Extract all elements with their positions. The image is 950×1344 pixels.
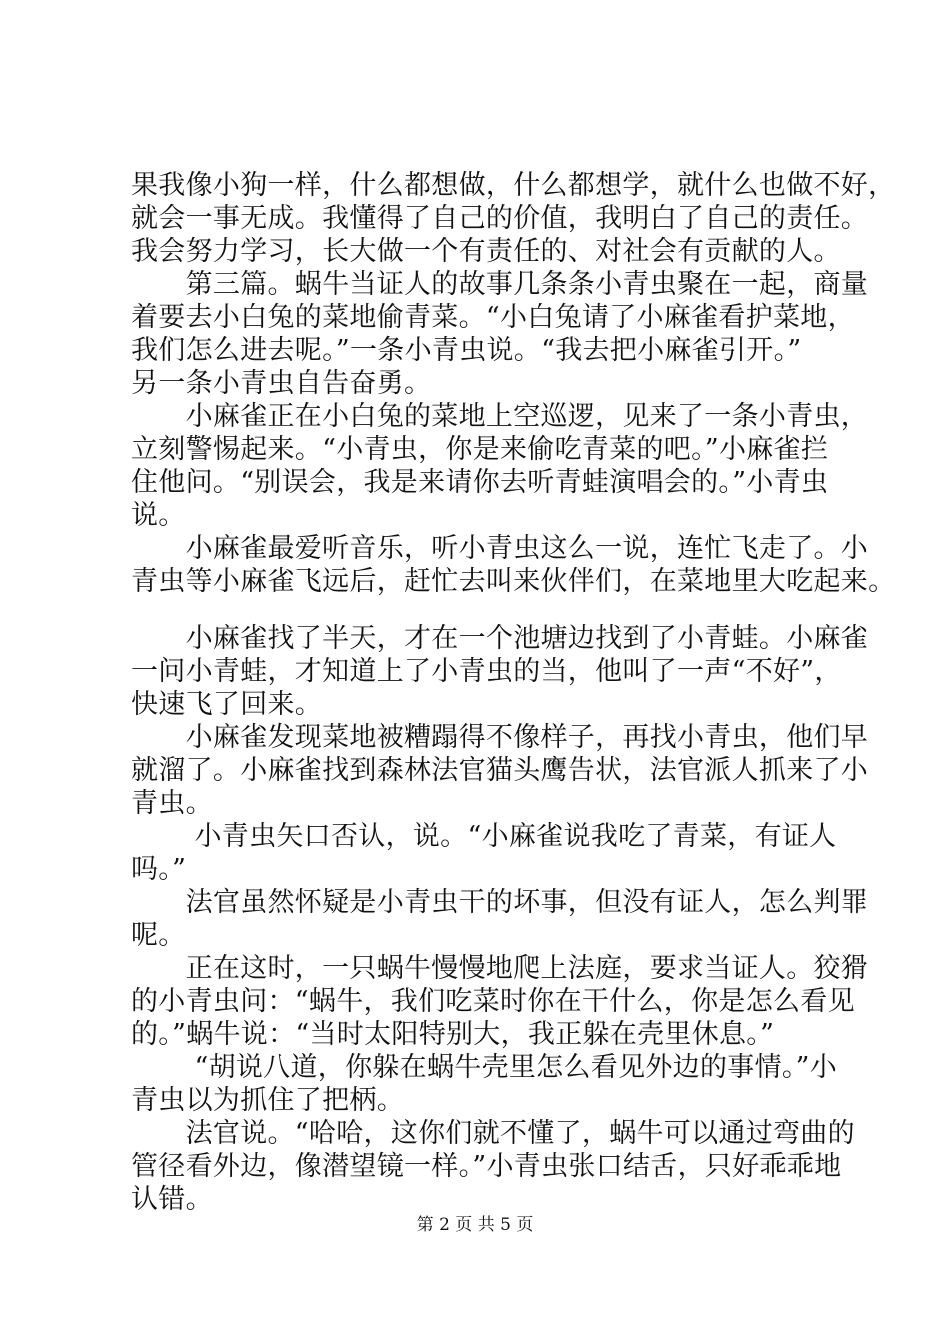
text-line: 青虫等小麻雀飞远后，赶忙去叫来伙伴们，在菜地里大吃起来。 <box>131 566 896 597</box>
text-line: 小麻雀发现菜地被糟蹋得不像样子，再找小青虫，他们早 <box>131 722 869 753</box>
text-line: 正在这时，一只蜗牛慢慢地爬上法庭，要求当证人。狡猾 <box>131 953 869 984</box>
text-line: 快速飞了回来。 <box>131 689 323 720</box>
text-line: 说。 <box>131 500 186 531</box>
page-footer: 第 2 页 共 5 页 <box>416 1215 534 1235</box>
text-line: 青虫以为抓住了把柄。 <box>131 1085 404 1116</box>
text-line: 小麻雀最爱听音乐，听小青虫这么一说，连忙飞走了。小 <box>131 533 869 564</box>
text-line: 我会努力学习，长大做一个有责任的、对社会有贡献的人。 <box>131 236 841 267</box>
text-line: 就溜了。小麻雀找到森林法官猫头鹰告状，法官派人抓来了小 <box>131 755 869 786</box>
text-line: 青虫。 <box>131 788 213 819</box>
text-line: 小麻雀找了半天，才在一个池塘边找到了小青蛙。小麻雀 <box>131 623 869 654</box>
text-line: 另一条小青虫自告奋勇。 <box>131 368 432 399</box>
text-line: 认错。 <box>131 1184 213 1215</box>
text-line: 小麻雀正在小白兔的菜地上空巡逻，见来了一条小青虫， <box>131 401 869 432</box>
text-line: 的小青虫问：“蜗牛，我们吃菜时你在干什么，你是怎么看见 <box>131 986 855 1017</box>
text-line: 吗。” <box>131 854 187 885</box>
text-line: 法官说。“哈哈，这你们就不懂了，蜗牛可以通过弯曲的 <box>131 1118 855 1149</box>
text-line: 一问小青蛙，才知道上了小青虫的当，他叫了一声“不好”， <box>131 656 842 687</box>
text-line: 的。”蜗牛说：“当时太阳特别大，我正躲在壳里休息。” <box>131 1019 775 1050</box>
text-line: “胡说八道，你躲在蜗牛壳里怎么看见外边的事情。”小 <box>131 1052 838 1083</box>
text-line: 呢。 <box>131 920 186 951</box>
text-line: 就会一事无成。我懂得了自己的价值，我明白了自己的责任。 <box>131 203 869 234</box>
text-line: 住他问。“别误会，我是来请你去听青蛙演唱会的。”小青虫 <box>131 467 829 498</box>
text-line: 法官虽然怀疑是小青虫干的坏事，但没有证人，怎么判罪 <box>131 887 869 918</box>
text-line: 立刻警惕起来。“小青虫，你是来偷吃青菜的吧。”小麻雀拦 <box>131 434 829 465</box>
text-line: 第三篇。蜗牛当证人的故事几条条小青虫聚在一起，商量 <box>131 269 869 300</box>
text-line: 着要去小白兔的菜地偷青菜。“小白兔请了小麻雀看护菜地， <box>131 302 855 333</box>
text-line: 小青虫矢口否认，说。“小麻雀说我吃了青菜，有证人 <box>131 821 837 852</box>
text-line: 果我像小狗一样，什么都想做，什么都想学，就什么也做不好， <box>131 170 896 201</box>
text-line: 我们怎么进去呢。”一条小青虫说。“我去把小麻雀引开。” <box>131 335 802 366</box>
text-line: 管径看外边，像潜望镜一样。”小青虫张口结舌，只好乖乖地 <box>131 1151 842 1182</box>
